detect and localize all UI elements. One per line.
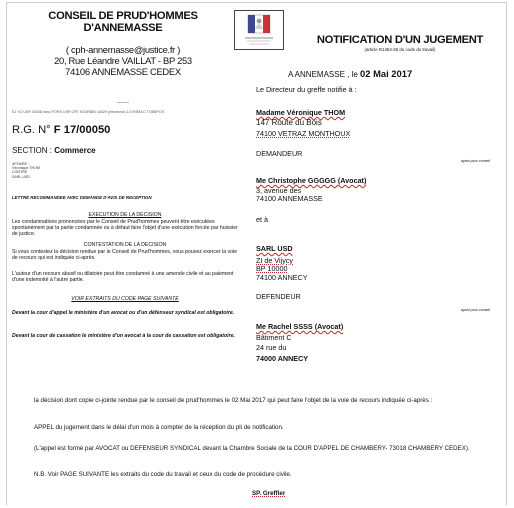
defendant-ayant-pour-conseil: ayant pour conseil	[460, 308, 490, 312]
devant-cour-cassation: Devant la cour de cassation le ministère d'un avocat à la cour de cassation est obligatoire.	[12, 333, 235, 339]
body-paragraph-4: N.B. Voir PAGE SUIVANTE les extraits du code du travail et ceux du code de procédure civile.	[34, 471, 292, 478]
contestation-text2: L'auteur d'un recours abusif ou dilatoire peut être condamné à une amende civile et au paiement d'une indemnité à l'autre partie.	[12, 271, 234, 284]
contestation-heading: CONTESTATION DE LA DECISION	[83, 242, 167, 248]
lettre-recommandee: LETTRE RECOMMANDEE AVEC DEMANDE D'AVIS DE RECEPTION	[12, 195, 152, 200]
recipient-block	[256, 109, 496, 158]
voir-extraits: VOIR EXTRAITS DU CODE PAGE SUIVANTE	[71, 296, 179, 302]
recipient-name: Madame Véronique THOM	[256, 108, 346, 117]
parties-plaintiff: Véronique THOM	[12, 166, 40, 171]
recipient-street: 147 Route du Bois	[256, 117, 322, 127]
defendant-line1: ZI de Vijycy	[256, 255, 294, 265]
court-title-line1: CONSEIL DE PRUD'HOMMES	[48, 10, 198, 22]
marianne-icon	[235, 11, 283, 49]
court-title-line2: D'ANNEMASSE	[83, 22, 163, 35]
margin-guide-left	[6, 2, 7, 505]
body-paragraph-1: la décision dont copie ci-jointe rendue par le conseil de prud'hommes le 02 Mai 2017 qui peut faire l'objet de la voie de recours indiquée ci-après :	[34, 397, 433, 404]
execution-text: Les condamnations prononcées par le Conseil de Prud'hommes peuvent être exécutées spontanément par la partie condamnée ou à défaut faire l'objet d'une exécution forcée par huissier de justice.	[12, 219, 238, 238]
court-address-block	[28, 44, 218, 77]
parties-defendant: SARL USD	[12, 174, 30, 179]
counsel1-line1: 3, avenue des	[256, 185, 302, 195]
greffier-signature: SP. Greffier	[252, 490, 286, 497]
parties-block	[12, 162, 72, 179]
republique-francaise-logo	[234, 10, 284, 50]
notification-title: NOTIFICATION D'UN JUGEMENT	[316, 34, 484, 46]
notification-subtitle: (article R1454-26 du code du travail)	[364, 47, 436, 52]
counsel1-block	[256, 177, 496, 204]
rg-label: R.G. N°	[12, 124, 51, 136]
margin-guide-top	[6, 2, 506, 3]
section-label: SECTION :	[12, 146, 53, 155]
notification-date: 02 Mai 2017	[360, 68, 413, 79]
court-reference-line: EJ YO USR 30038 nano FORS USR CFE SOURBIB 16029 (electronic) 13 ENEM-C TOBEPOS	[12, 110, 164, 114]
counsel1-line2: 74100 ANNEMASSE	[256, 194, 323, 204]
court-address: 20, Rue Léandre VAILLAT - BP 253	[54, 55, 192, 66]
body-paragraph-3: (L'appel est formé par AVOCAT ou DEFENSEUR SYNDICAL devant la Chambre Sociale de la COUR D'APPEL DE CHAMBERY- 73018 CHAMBERY CEDEX).	[34, 445, 470, 452]
rg-value: F 17/00050	[53, 124, 111, 136]
counsel2-line1: Bâtiment C	[256, 332, 292, 342]
place-date	[288, 68, 412, 79]
counsel2-line3: 74000 ANNECY	[256, 353, 309, 363]
directeur-line: Le Directeur du greffe notifie à :	[256, 85, 357, 94]
court-email[interactable]: ( cph-annemasse@justice.fr )	[65, 44, 181, 55]
recipient-ayant-pour-conseil: ayant pour conseil	[460, 159, 490, 163]
place-city: A ANNEMASSE , le	[288, 70, 358, 79]
counsel2-block	[256, 323, 496, 363]
body-paragraph-2: APPEL du jugement dans le délai d'un mois à compter de la réception du pli de notification.	[34, 424, 284, 431]
et-a: et à	[256, 215, 268, 224]
counsel2-line2: 24 rue du	[256, 343, 287, 353]
defendant-role: DEFENDEUR	[256, 292, 301, 302]
recipient-role: DEMANDEUR	[256, 148, 303, 158]
defendant-line3: 74100 ANNECY	[256, 272, 308, 282]
section-value: Commerce	[54, 146, 96, 155]
counsel1-name: Me Christophe GGGGG (Avocat)	[256, 176, 367, 185]
defendant-name: SARL USD	[256, 244, 293, 253]
devant-cour-appel: Devant la cour d'appel le ministère d'un avocat ou d'un défenseur syndical est obligatoire.	[12, 310, 235, 316]
parties-affaire: AFFAIRE :	[12, 162, 29, 166]
court-city: 74106 ANNEMASSE CEDEX	[65, 66, 181, 77]
header-dash: ___	[117, 95, 129, 104]
recipient-city: 74100 VETRAZ MONTHOUX	[256, 129, 351, 138]
rg-number	[12, 124, 110, 136]
contestation-text1: Si vous contestez la décision rendue par le Conseil de Prud'hommes, vous pouvez exercer la voie de recours qui est indiquée ci-après.	[12, 249, 238, 262]
defendant-line2: BP 10000	[256, 264, 288, 274]
counsel2-name: Me Rachel SSSS (Avocat)	[256, 322, 344, 331]
execution-heading: EXECUTION DE LA DECISION	[88, 212, 162, 218]
defendant-block	[256, 245, 496, 302]
parties-contre: CONTRE	[12, 170, 28, 175]
court-title	[28, 10, 218, 35]
section-line	[12, 146, 96, 155]
